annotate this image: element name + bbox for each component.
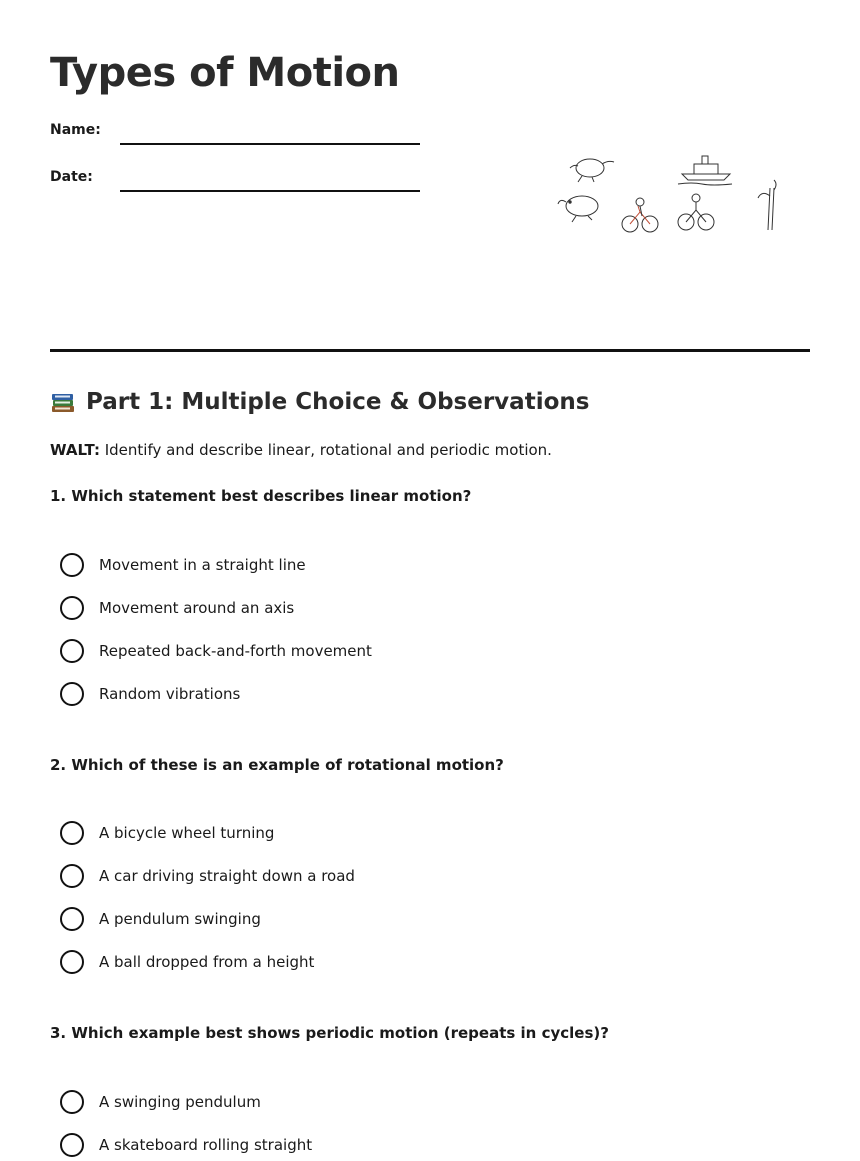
option-label: A pendulum swinging	[99, 910, 261, 928]
answer-option[interactable]	[60, 595, 294, 621]
walt-statement	[50, 441, 552, 459]
date-field[interactable]	[120, 190, 420, 192]
radio-button[interactable]	[60, 950, 84, 974]
plant-icon	[758, 180, 776, 230]
radio-button[interactable]	[60, 596, 84, 620]
option-label: Movement in a straight line	[99, 556, 306, 574]
answer-option[interactable]	[60, 863, 355, 889]
part1-title: Part 1: Multiple Choice & Observations	[86, 389, 590, 415]
answer-option[interactable]	[60, 1089, 261, 1115]
radio-button[interactable]	[60, 639, 84, 663]
option-label: A swinging pendulum	[99, 1093, 261, 1111]
kiwi-bird-icon	[570, 159, 614, 182]
name-field[interactable]	[120, 143, 420, 145]
answer-option[interactable]	[60, 681, 240, 707]
radio-button[interactable]	[60, 907, 84, 931]
walt-label: WALT:	[50, 441, 100, 459]
name-label: Name:	[50, 122, 101, 138]
answer-option[interactable]	[60, 906, 261, 932]
radio-button[interactable]	[60, 864, 84, 888]
answer-option[interactable]	[60, 820, 274, 846]
motion-illustrations	[552, 140, 792, 240]
date-label: Date:	[50, 169, 93, 185]
cyclist-icon	[678, 194, 714, 230]
answer-option[interactable]	[60, 552, 306, 578]
option-label: A bicycle wheel turning	[99, 824, 275, 842]
part1-heading	[50, 389, 589, 415]
books-icon	[50, 389, 76, 415]
radio-button[interactable]	[60, 1090, 84, 1114]
option-label: Random vibrations	[99, 685, 241, 703]
answer-option[interactable]	[60, 949, 314, 975]
question-2: 2. Which of these is an example of rotational motion?	[50, 756, 504, 774]
cyclist-icon	[622, 198, 658, 232]
radio-button[interactable]	[60, 1133, 84, 1157]
kiwi-bird-icon	[558, 196, 598, 222]
option-label: A skateboard rolling straight	[99, 1136, 313, 1154]
option-label: Repeated back-and-forth movement	[99, 642, 372, 660]
question-1: 1. Which statement best describes linear motion?	[50, 487, 472, 505]
answer-option[interactable]	[60, 638, 372, 664]
answer-option[interactable]	[60, 1132, 312, 1158]
worksheet-title: Types of Motion	[50, 50, 400, 96]
option-label: Movement around an axis	[99, 599, 295, 617]
ship-icon	[678, 156, 732, 185]
radio-button[interactable]	[60, 553, 84, 577]
walt-text: Identify and describe linear, rotational and periodic motion.	[99, 441, 552, 459]
option-label: A car driving straight down a road	[99, 867, 355, 885]
radio-button[interactable]	[60, 821, 84, 845]
section-divider	[50, 349, 810, 352]
question-3: 3. Which example best shows periodic motion (repeats in cycles)?	[50, 1024, 609, 1042]
option-label: A ball dropped from a height	[99, 953, 315, 971]
radio-button[interactable]	[60, 682, 84, 706]
